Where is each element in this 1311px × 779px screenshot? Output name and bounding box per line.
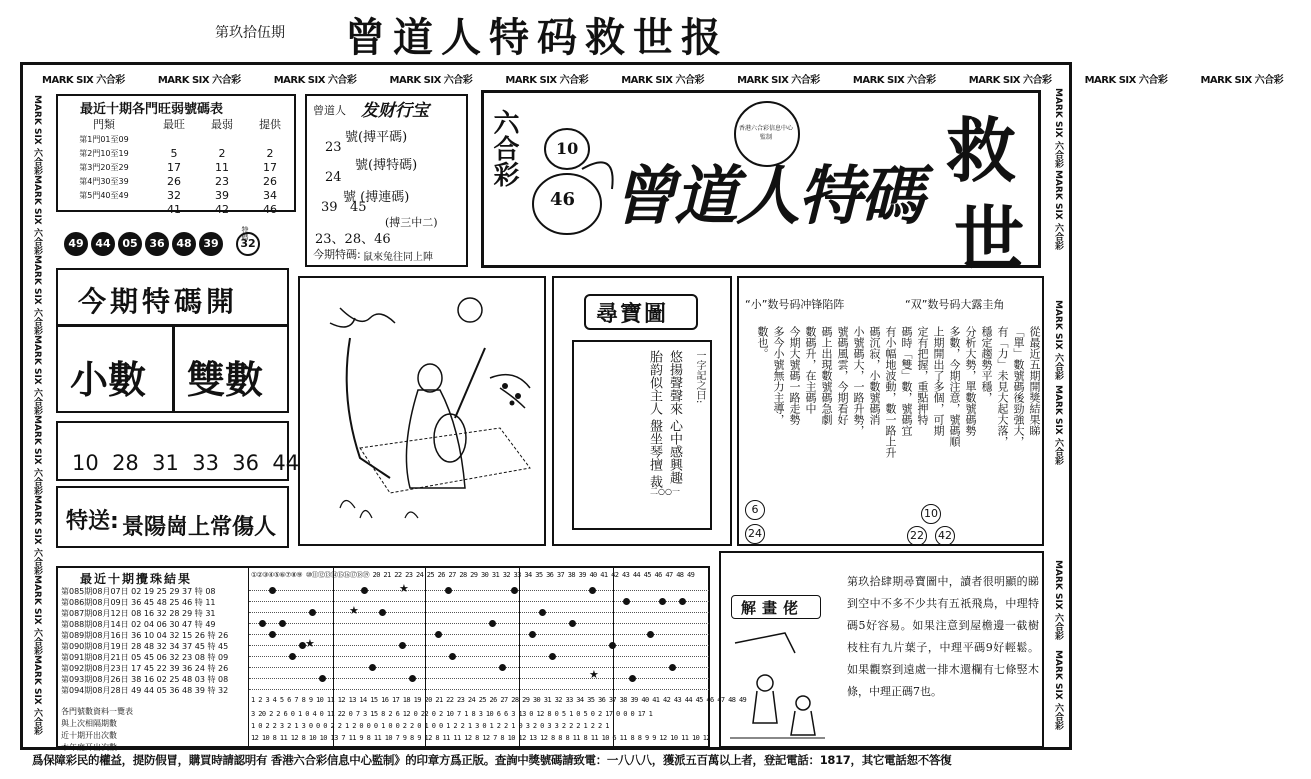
result-row: 第087期08月12日 08 16 32 28 29 特 31: [61, 609, 216, 618]
table-cell: 2: [266, 146, 274, 160]
hot-weak-table-box: [56, 94, 296, 216]
summary-line: 12 10 8 11 12 8 10 10 13 7 11 9 8 11 10 7 9 8 9 12 8 11 11 12 8 12 7 8 10 12 13 12 8 8 8 11 8 11 10 6 11 8 8 9 9 12 10 11 10 12: [251, 734, 711, 742]
table-cell: [246, 132, 294, 146]
draw-dot: [647, 631, 654, 638]
grid-divider: [333, 568, 334, 748]
banner-vertical-text: 六合彩: [489, 109, 519, 187]
right-strip-3: MARK SIX 六合彩: [1053, 300, 1063, 380]
analysis-column: 數也。: [756, 326, 769, 359]
number-ball: 49: [64, 232, 88, 256]
draw-dot: [309, 609, 316, 616]
table-cell: 第5門40至49: [79, 190, 129, 200]
analysis-columns: [745, 326, 1040, 496]
number-ball: 39: [199, 232, 223, 256]
summary-label: 本年度开出次數: [61, 743, 117, 752]
fortune-line: 號(搏平碼): [345, 130, 408, 145]
fortune-num: 23: [325, 140, 342, 155]
analysis-column: 碼上出現數號碼急劇: [820, 326, 833, 425]
double-number-label: 雙數: [187, 358, 264, 402]
draw-dot: [511, 587, 518, 594]
fortune-box: [305, 94, 468, 267]
left-strip-6: MARK SIX 六合彩: [32, 495, 42, 575]
footer-notice: 爲保障彩民的權益，提防假冒，購買時請認明有 香港六合彩信息中心監制》的印章方爲正版。查詢中獎號碼請致電：一八八八，獲派五百萬以上者，登記電話：1817，其它電話恕不答復: [32, 753, 952, 767]
analysis-column: 分析大勢，單數號碼勢: [964, 326, 977, 436]
riddle-text: 第玖拾肆期尋寶圖中，讀者很明顯的睇到空中不多不少共有五祇飛鳥，中理特碼5好容易。如果注意到屋檐邊一截樹枝柱有九片葉子，中理平碼9好輕鬆。如果觀察到遠處一排木還欄有七條竪木條，中理正碼7也。: [847, 575, 1039, 698]
analysis-circle: 24: [745, 524, 765, 544]
result-row: 第089期08月16日 36 10 04 32 15 26 特 26: [61, 631, 229, 640]
analysis-circle: 6: [745, 500, 765, 520]
draw-dot: [489, 620, 496, 627]
table-cell: [58, 202, 150, 216]
left-strip-3: MARK SIX 六合彩: [32, 255, 42, 335]
fortune-combo: 23、28、46: [315, 232, 391, 247]
left-strip-5: MARK SIX 六合彩: [32, 415, 42, 495]
gourd-icon: [522, 109, 622, 239]
analysis-column: 穩定趨勢平穩，: [980, 326, 993, 403]
table-cell: 39: [214, 188, 229, 202]
table-cell: [150, 132, 198, 146]
result-row: 第090期08月19日 28 48 32 34 37 45 特 45: [61, 642, 229, 651]
today-heading: 今期特碼開: [78, 285, 239, 318]
banner-title-world: 世: [954, 197, 1024, 280]
fortune-slogan: 发财行宝: [361, 101, 429, 121]
draw-dot: [409, 675, 416, 682]
table-header: 提供: [258, 118, 281, 131]
grid-line: [249, 678, 709, 679]
table-cell: 11: [214, 160, 229, 174]
left-strip-1: MARK SIX 六合彩: [32, 95, 42, 175]
analysis-column: 「單」數號碼後勁強大，: [1012, 326, 1025, 447]
grid-line: [249, 656, 709, 657]
summary-line: 1 0 2 2 3 2 1 3 0 0 0 2 2 1 2 0 0 0 1 0 0 2 2 0 1 0 0 1 2 2 1 3 0 1 2 2 1 0 3 2 0 3 3 2 2 2 1 2 2 1: [251, 722, 609, 730]
table-cell: 2: [218, 146, 226, 160]
analysis-headline-small: “小”数号码冲锋陷阵: [745, 298, 845, 311]
strip-label: MARK SIX 六合彩: [1200, 75, 1284, 86]
number-ball: 48: [172, 232, 196, 256]
result-row: 第085期08月07日 02 19 25 29 37 特 08: [61, 587, 216, 596]
fortune-line: 號 (搏連碼): [343, 190, 410, 205]
number-ball: 36: [145, 232, 169, 256]
strip-label: MARK SIX 六合彩: [968, 75, 1052, 86]
seal-text: 香港六合彩信息中心監制: [738, 125, 793, 141]
number-ball: 44: [91, 232, 115, 256]
double-number-box: [173, 325, 289, 413]
grid-line: [249, 623, 709, 624]
table-cell: 5: [170, 146, 178, 160]
analysis-column: 有「力」未見大起大落，: [996, 326, 1009, 447]
strip-label: MARK SIX 六合彩: [389, 75, 473, 86]
special-note: 特碼: [241, 226, 249, 240]
riddle-title: 解畫佬: [741, 599, 805, 617]
table-cell: 17: [262, 160, 277, 174]
grid-line: [249, 601, 709, 602]
draw-dot: [399, 642, 406, 649]
table-cell: 第2門10至19: [79, 148, 129, 158]
special-star-icon: ★: [589, 668, 599, 681]
fortune-special-text: 鼠來兔往同上陣: [363, 252, 433, 263]
special-send-text: 景陽崗上常傷人: [122, 515, 277, 540]
draw-dot: [569, 620, 576, 627]
strip-label: MARK SIX 六合彩: [852, 75, 936, 86]
analysis-box: [737, 276, 1044, 546]
grid-footer: 1 2 3 4 5 6 7 8 9 10 11 12 13 14 15 16 17 18 19 20 21 22 23 24 25 26 27 28 29 30 31 32 33 34 35 36 37 38 39 40 41 42 43 44 45 46 47 48 49: [251, 696, 747, 704]
result-row: 第086期08月09日 36 45 48 25 46 特 11: [61, 598, 216, 607]
illustration-box: [298, 276, 546, 546]
draw-dot: [549, 653, 556, 660]
table-row: [58, 160, 294, 174]
top-strip: [42, 68, 1284, 87]
special-send-label: 特送:: [66, 509, 119, 534]
right-strip-1: MARK SIX 六合彩: [1053, 88, 1063, 168]
draw-dot: [539, 609, 546, 616]
draw-dot: [449, 653, 456, 660]
table-header: 最弱: [210, 118, 233, 131]
banner-number-2: 46: [550, 189, 576, 210]
banner-title: 曾道人特碼: [612, 159, 922, 234]
today-numbers: 10 28 31 33 36 44: [72, 451, 300, 475]
table-cell: 第3門20至29: [79, 162, 129, 172]
draw-dot: [659, 598, 666, 605]
treasure-map-box: [552, 276, 732, 546]
banner-number-1: 10: [556, 139, 579, 158]
result-row: 第094期08月28日 49 44 05 36 48 39 特 32: [61, 686, 229, 695]
analysis-column: 從最近五期開獎結果睇: [1028, 326, 1041, 436]
hot-weak-table: [58, 116, 294, 216]
grid-divider: [519, 568, 520, 748]
grid-line: [249, 612, 709, 613]
grid-line: [249, 689, 709, 690]
fortune-special-label: 今期特碼:: [313, 248, 361, 261]
draw-dot: [589, 587, 596, 594]
draw-dot: [269, 587, 276, 594]
draw-dot: [279, 620, 286, 627]
draw-dot: [435, 631, 442, 638]
table-row: [58, 116, 294, 132]
scroll-year: 二○○一: [650, 487, 680, 496]
table-row: [58, 188, 294, 202]
table-row: [58, 132, 294, 146]
table-cell: 第1門01至09: [79, 134, 129, 144]
grid-divider: [613, 568, 614, 748]
draw-dot: [623, 598, 630, 605]
banner-title-save: 救: [946, 109, 1016, 192]
table-cell: 23: [214, 174, 229, 188]
hot-weak-table-title: 最近十期各門旺弱號碼表: [80, 102, 224, 117]
table-cell: 17: [166, 160, 181, 174]
left-strip-2: MARK SIX 六合彩: [32, 175, 42, 255]
special-star-icon: ★: [399, 582, 409, 595]
strip-label: MARK SIX 六合彩: [1084, 75, 1168, 86]
treasure-title: 尋寶圖: [596, 301, 669, 327]
strip-label: MARK SIX 六合彩: [42, 75, 125, 86]
result-row: 第093期08月26日 38 16 02 25 48 03 特 08: [61, 675, 229, 684]
table-cell: 34: [262, 188, 277, 202]
draw-dot: [289, 653, 296, 660]
fortune-num: 24: [325, 170, 342, 185]
ball-row: [64, 226, 263, 256]
draw-dot: [629, 675, 636, 682]
analysis-column: 碼沉寂，小數號碼消: [868, 326, 881, 425]
right-strip-5: MARK SIX 六合彩: [1053, 560, 1063, 640]
small-number-label: 小數: [70, 358, 147, 402]
special-star-icon: ★: [305, 637, 315, 650]
table-row: [58, 174, 294, 188]
grid-line: [249, 590, 709, 591]
left-strip-4: MARK SIX 六合彩: [32, 335, 42, 415]
draw-dot: [259, 620, 266, 627]
table-cell: 26: [262, 174, 277, 188]
draw-dot: [361, 587, 368, 594]
table-cell: [198, 132, 246, 146]
grid-line: [249, 645, 709, 646]
result-row: 第091期08月21日 05 45 06 32 23 08 特 09: [61, 653, 229, 662]
riddle-box: [719, 551, 1044, 748]
analysis-column: 號碼風雲，今期看好: [836, 326, 849, 425]
draw-dot: [679, 598, 686, 605]
draw-dot: [669, 664, 676, 671]
fortune-line: (搏三中二): [385, 216, 438, 229]
today-numbers-box: [56, 421, 300, 481]
analysis-circle: 10: [921, 504, 941, 524]
newspaper-title: 曾道人特码救世报: [345, 14, 729, 61]
strip-label: MARK SIX 六合彩: [273, 75, 357, 86]
table-cell: 46: [262, 202, 277, 216]
left-strip-8: MARK SIX 六合彩: [32, 655, 42, 735]
fortune-line: 號(搏特碼): [355, 158, 418, 173]
analysis-circle: 42: [935, 526, 955, 546]
draw-dot: [529, 631, 536, 638]
table-cell: 26: [166, 174, 181, 188]
results-box: [56, 566, 747, 752]
grid-divider: [425, 568, 426, 748]
draw-dot: [499, 664, 506, 671]
table-cell: 42: [214, 202, 229, 216]
grid-header: ①②③④⑤⑥⑦⑧⑨ ⑩⑪⑫⑬⑭⑮⑯⑰⑱⑲ 20 21 22 23 24 25 26 27 28 29 30 31 32 33 34 35 36 37 38 39 40 41 42 43 44 45 46 47 48 49: [251, 571, 695, 579]
analysis-column: 碼時「雙」數，號碼宜: [900, 326, 913, 436]
result-row: 第092期08月23日 17 45 22 39 36 24 特 26: [61, 664, 229, 673]
draw-grid: [248, 568, 747, 748]
draw-dot: [319, 675, 326, 682]
table-cell: 第4門30至39: [79, 176, 129, 186]
fortune-num: 39 45: [321, 200, 367, 215]
number-ball-special: 32: [236, 232, 260, 256]
analysis-column: 有小幅地波動，數一路上升: [884, 326, 897, 458]
results-title: 最近十期攪珠結果: [80, 572, 193, 586]
analysis-column: 定有把握，重點押特: [916, 326, 929, 425]
summary-label: 與上次相隔期數: [61, 719, 117, 728]
right-strip-6: MARK SIX 六合彩: [1053, 650, 1063, 730]
lute-player-illustration: [300, 278, 544, 544]
strip-label: MARK SIX 六合彩: [505, 75, 589, 86]
special-star-icon: ★: [349, 604, 359, 617]
table-header: 最旺: [162, 118, 185, 131]
title-banner: [481, 90, 1041, 280]
today-heading-box: [56, 268, 289, 326]
result-row: 第088期08月14日 02 04 06 30 47 特 49: [61, 620, 216, 629]
strip-label: MARK SIX 六合彩: [621, 75, 704, 86]
summary-label: 各門號數資料一覽表: [61, 707, 133, 716]
small-number-box: [56, 325, 174, 413]
table-row: [58, 146, 294, 160]
summary-label: 近十期开出次數: [61, 731, 117, 740]
analysis-column: 多今小號無力主導，: [772, 326, 785, 425]
table-header: 門類: [92, 118, 115, 131]
table-row: [58, 202, 294, 216]
grid-line: [249, 634, 709, 635]
scroll-text: 悠揚聲聲來 心中感興趣 胎韵似主人 盤坐琴擅 裁: [647, 350, 682, 489]
analysis-column: 小號碼大，一路升勢，: [852, 326, 865, 436]
special-send-box: [56, 486, 289, 548]
analysis-headline-double: “双”数号码大露圭角: [905, 298, 1005, 311]
left-strip-7: MARK SIX 六合彩: [32, 575, 42, 655]
table-cell: 32: [166, 188, 181, 202]
scroll-heading: 一字記之曰:: [694, 350, 705, 404]
analysis-column: 多數，今期注意，號碼順: [948, 326, 961, 447]
riddle-illustration: [725, 623, 831, 743]
right-strip-4: MARK SIX 六合彩: [1053, 385, 1063, 465]
draw-dot: [369, 664, 376, 671]
strip-label: MARK SIX 六合彩: [737, 75, 820, 86]
draw-dot: [379, 609, 386, 616]
draw-dot: [269, 631, 276, 638]
draw-dot: [445, 587, 452, 594]
summary-line: 3 20 2 2 6 0 1 0 4 0 11 22 0 7 3 15 8 2 6 12 0 22 0 2 10 7 1 8 3 10 6 6 3 13 0 12 8 0 5 1 0 5 0 2 17 0 0 0 17 1: [251, 710, 653, 718]
right-strip-2: MARK SIX 六合彩: [1053, 170, 1063, 250]
number-ball: 05: [118, 232, 142, 256]
analysis-column: 數碼升，在主碼中: [804, 326, 817, 414]
analysis-circle: 22: [907, 526, 927, 546]
analysis-column: 今期大號碼一路走勢: [788, 326, 801, 425]
grid-line: [249, 667, 709, 668]
analysis-column: 上期開出了多個，可期: [932, 326, 945, 436]
strip-label: MARK SIX 六合彩: [157, 75, 241, 86]
fortune-label: 曾道人: [313, 104, 346, 117]
issue-number: 第玖拾伍期: [215, 25, 285, 41]
table-cell: 41: [166, 202, 181, 216]
draw-dot: [609, 642, 616, 649]
